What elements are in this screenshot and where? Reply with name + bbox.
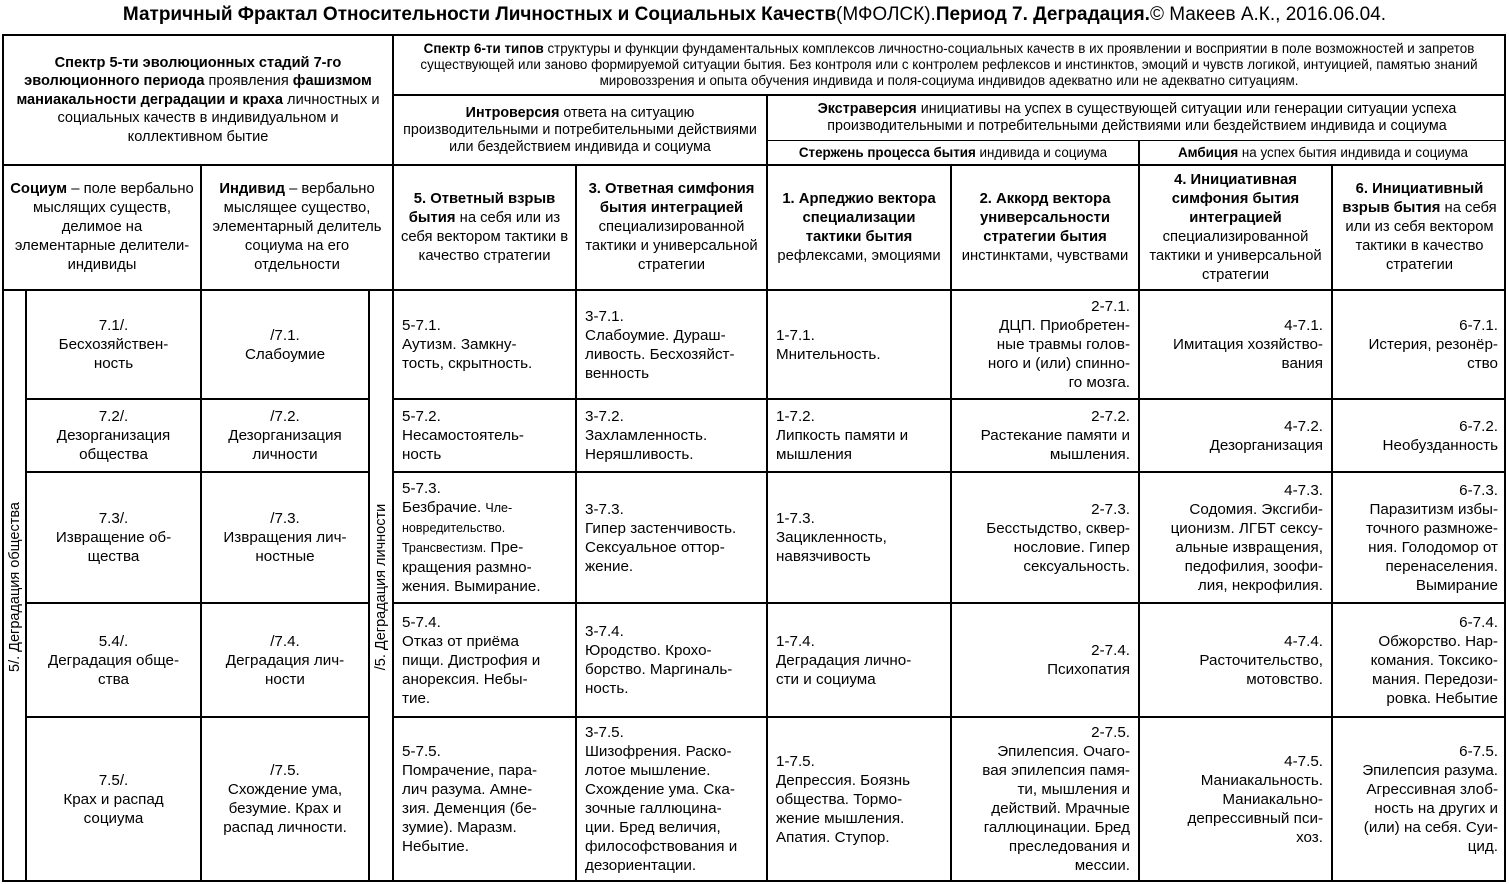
col2-cell: 2-7.2. Растекание памяти и мышления. [980,408,1130,463]
column-4-header [1140,166,1331,289]
header-text: инициативы на успех в существующей ситуации или генерации ситуации успеха производительными и потребительными действиями или бездействием индивида и социума [827,101,1457,134]
side-label-society [4,291,25,882]
header-text: на успех бытия индивида и социума [1238,144,1468,160]
header-bold: 5. Ответный взрыв бытия [408,190,556,226]
col6-cell: 6-7.5. Эпилепсия разума. Агрессивная злоб- ность на других и (или) на себя. Суи- цид. [1362,743,1498,855]
column-3-header [577,166,766,289]
col5-cell: 5-7.1. Аутизм. Замкну- тость, скрытность. [402,317,533,372]
spectrum-5-stages-header [4,36,392,164]
col5-cell: 5-7.4. Отказ от приёма пищи. Дистрофия и анорексия. Небы- тие. [402,613,541,707]
col4-cell: 4-7.1. Имитация хозяйство- вания [1172,317,1323,372]
col4-cell: 4-7.4. Расточительство, мотовство. [1199,632,1323,688]
ambition-header [1140,141,1506,164]
column-6-header [1333,166,1506,289]
page-title [0,0,1509,30]
col3-cell: 3-7.1. Слабоумие. Дураш- ливость. Бесхозяйст- венность [585,307,735,382]
header-text: – вербально мыслящее существо, элементарный делитель социума на его отдельности [212,181,382,273]
header-bold: фашизмом маниакальности деградации и краха [16,73,372,108]
core-process-header [768,141,1138,164]
introversion-header [394,96,766,164]
col3-cell: 3-7.3. Гипер застенчивость. Сексуальное оттор- жение. [585,500,737,575]
header-bold: 3. Ответная симфония бытия интеграцией [588,181,755,216]
header-text: рефлексами, эмоциями [777,247,941,264]
col5-cell [394,473,575,602]
title-abbrev: (МФОЛСК). [836,4,936,25]
socium-cell: 5.4/. Деградация обще- ства [47,632,180,688]
individ-cell: /7.1. Слабоумие [244,326,326,363]
header-text: индивида и социума [975,144,1108,160]
header-text: ответа на ситуацию производительными и потребительными действиями или бездействием индивида и социума [403,104,757,155]
title-main: Матричный Фрактал Относительности Личностных и Социальных Качеств [122,4,836,25]
header-bold: Индивид [219,181,285,197]
extraversion-header [768,96,1506,140]
header-bold: Амбиция [1178,144,1239,160]
col1-cell: 1-7.5. Депрессия. Боязнь общества. Тормо- жение мышления. Апатия. Ступор. [776,752,911,846]
col2-cell: 2-7.4. Психопатия [1047,642,1130,678]
col3-cell: 3-7.5. Шизофрения. Раско- лотое мышление. Схождение ума. Ска- зочные галлюцина- ции. Бред величия, философствования и дезориентации. [585,724,738,874]
col1-cell: 1-7.2. Липкость памяти и мышления [776,408,909,463]
header-bold: Стержень процесса бытия [798,144,976,160]
individ-cell: /7.4. Деградация лич- ности [225,632,345,688]
col6-cell: 6-7.2. Необузданность [1382,417,1498,454]
col6-cell: 6-7.3. Паразитизм избы- точного размноже- ния. Голодомор от перенаселения. Вымирание [1366,481,1498,594]
header-text: специализированной тактики и универсальной стратегии [1149,228,1322,283]
socium-column-header [4,166,200,289]
col2-cell: 2-7.3. Бесстыдство, сквер- нословие. Гипер сексуальность. [986,500,1130,575]
col5-cell: 5-7.2. Несамостоятель- ность [402,408,524,463]
socium-cell: 7.3/. Извращение об- щества [55,510,172,565]
individ-cell: /7.5. Схождение ума, безумие. Крах и распад личности. [223,762,347,836]
socium-cell: 7.1/. Бесхозяйствен- ность [58,317,169,372]
socium-cell: 7.2/. Дезорганизация общества [56,408,171,463]
col1-cell: 1-7.3. Зацикленность, навязчивость [776,510,887,565]
header-text: на себя или из себя вектором тактики в качество стратегии [1345,200,1497,273]
header-text: инстинктами, чувствами [961,247,1129,264]
title-author: © Макеев А.К., 2016.06.04. [1149,4,1387,25]
spectrum-6-types-header [394,36,1504,94]
header-text: личностных и социальных качеств в индивидуальном и коллективном бытие [57,91,380,145]
side-label-text: /5. Деградация личности [373,503,390,670]
col2-cell: 2-7.5. Эпилепсия. Очаго- вая эпилепсия памя- ти, мышления и действий. Мрачные галлюцинации. Бред преследования и мессии. [982,724,1130,874]
col5-cell: 5-7.5. Помрачение, пара- лич разума. Амне- зия. Деменция (бе- зумие). Маразм. Небытие. [402,743,538,855]
col3-cell: 3-7.2. Захламленность. Неряшливость. [585,408,708,463]
header-text: на себя или из себя вектором тактики в качество стратегии [400,209,569,264]
header-bold: Спектр 6-ти типов [423,41,544,56]
title-period: Период 7. Деградация. [935,4,1150,25]
col2-cell: 2-7.1. ДЦП. Приобретен- ные травмы голов- ного и (или) спинно- го мозга. [987,298,1130,391]
col5-text: 5-7.3. Безбрачие. [402,480,482,516]
header-bold: 4. Инициативная симфония бытия интеграцией [1171,171,1300,226]
col4-cell: 4-7.2. Дезорганизация [1209,417,1323,454]
side-label-personality [370,291,392,882]
col4-cell: 4-7.5. Маниакальность. Маниакально- депрессивный пси- хоз. [1187,752,1323,846]
individ-column-header [202,166,392,289]
column-1-header [768,166,950,289]
header-bold: 2. Аккорд вектора универсальности стратегии бытия [979,190,1111,245]
header-text: структуры и функции фундаментальных комплексов личностно-социальных качеств в их проявлении и восприятии в поле возможностей и запретов существующей или заново формируемой ситуации бытия. Без контроля или с контролем рефлексов и инстинктов, эмоций и чувств логикой, интуицией, памятью знаний мировоззрения и опыта обучения индивида и поля-социума индивидов адекватно или не адекватно ситуациям. [420,41,1478,88]
header-text: проявления [204,73,293,90]
header-bold: 1. Арпеджио вектора специализации тактики бытия [782,190,936,245]
socium-cell: 7.5/. Крах и распад социума [63,771,164,827]
col5-text: Пре- кращения размно- жения. Вымирание. [402,539,541,595]
col1-cell: 1-7.1. Мнительность. [776,326,881,363]
header-bold: Экстраверсия [817,101,917,117]
header-text: специализированной тактики и универсальной стратегии [585,219,758,273]
header-bold: 6. Инициативный взрыв бытия [1342,181,1484,216]
header-bold: Интроверсия [465,104,560,121]
col1-cell: 1-7.4. Деградация лично- сти и социума [776,632,912,688]
col6-cell: 6-7.1. Истерия, резонёр- ство [1368,317,1498,372]
col6-cell: 6-7.4. Обжорство. Нар- комания. Токсико- мания. Передози- ровка. Небытие [1370,613,1498,707]
column-5-header [394,166,575,289]
col4-cell: 4-7.3. Содомия. Эксгиби- ционизм. ЛГБТ сексу- альные извращения, педофилия, зоофи- лия, некрофилия. [1170,481,1323,594]
header-bold: Социум [10,181,68,197]
column-2-header [952,166,1138,289]
individ-cell: /7.3. Извращения лич- ностные [223,510,347,565]
individ-cell: /7.2. Дезорганизация личности [228,408,342,463]
header-text: – поле вербально мыслящих существ, делимое на элементарные делители-индивиды [14,181,194,273]
header-bold: Спектр 5-ти эволюционных стадий 7-го эволюционного периода [24,54,342,90]
col3-cell: 3-7.4. Юродство. Крохо- борство. Маргиналь- ность. [585,623,733,697]
col5-small-text: Чле- новредительство. Трансвестизм. [402,501,513,555]
side-label-text: 5/. Деградация общества [6,501,23,672]
